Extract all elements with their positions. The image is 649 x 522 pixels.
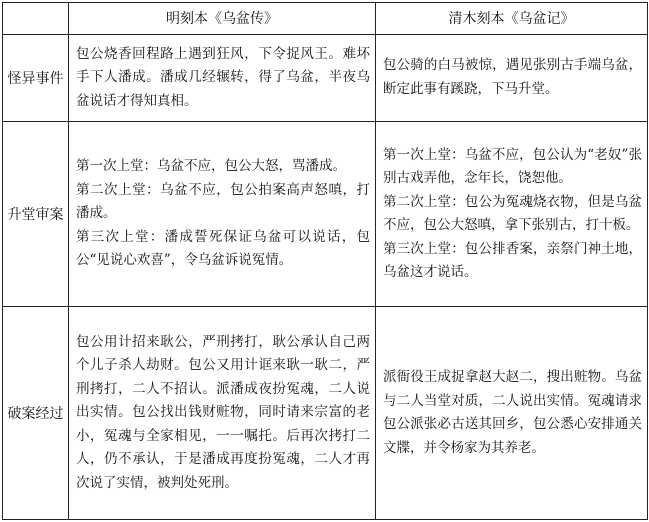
- cell-paragraph: 包公烧香回程路上遇到狂风，下令捉风王。难坏手下人潘成。潘成几经辗转，得了乌盆，半夜乌盆说话才得知真相。: [76, 45, 370, 109]
- row-label: 怪异事件: [3, 34, 69, 121]
- ming-cell: [69, 307, 376, 520]
- ming-cell: [69, 121, 376, 307]
- table-row-case-solving: [3, 307, 648, 520]
- cell-paragraph: 第二次上堂：乌盆不应，包公拍案高声怒嗔，打潘成。: [76, 181, 370, 222]
- cell-paragraph: 派衙役王成捉拿赵大赵二，搜出赃物。乌盆与二人当堂对质，二人说出实情。冤魂请求包公派张必古送其回乡，包公悉心安排通关文牒，并令杨家为其养老。: [383, 369, 642, 456]
- qing-cell: [376, 307, 648, 520]
- cell-paragraph: 第三次上堂：包公排香案，亲祭门神土地，乌盆这才说话。: [383, 240, 642, 281]
- ming-cell: [69, 34, 376, 121]
- cell-paragraph: 包公用计招来耿公，严刑拷打，耿公承认自己两个儿子杀人劫财。包公又用计诓来耿一耿二，严刑拷打，二人不招认。派潘成夜扮冤魂，二人说出实情。包公找出钱财赃物，同时请来宗富的老小，冤魂与全家相见，一一嘱托。后再次拷打二人，仍不承认，于是潘成再度扮冤魂，二人才再次说了实情，被判处死刑。: [76, 333, 370, 491]
- cell-paragraph: 第三次上堂：潘成誓死保证乌盆可以说话，包公“见说心欢喜”，令乌盆诉说冤情。: [76, 228, 370, 269]
- cell-paragraph: 第一次上堂：乌盆不应，包公大怒，骂潘成。: [76, 158, 346, 175]
- row-label: 升堂审案: [3, 121, 69, 307]
- header-ming-edition: 明刻本《乌盆传》: [69, 3, 376, 35]
- table-row-court-trial: [3, 121, 648, 307]
- row-label: 破案经过: [3, 307, 69, 520]
- cell-paragraph: 第一次上堂：乌盆不应，包公认为“老奴”张别古戏弄他，念年长，饶恕他。: [383, 146, 642, 187]
- qing-cell: [376, 121, 648, 307]
- qing-cell: [376, 34, 648, 121]
- header-qing-edition: 清木刻本《乌盆记》: [376, 3, 648, 35]
- header-row: [3, 3, 648, 35]
- comparison-table: [2, 2, 648, 520]
- header-corner: [3, 3, 69, 35]
- cell-paragraph: 第二次上堂：包公为冤魂烧衣物，但是乌盆不应，包公大怒嗔，拿下张别古，打十板。: [383, 193, 642, 234]
- table-row-strange-event: [3, 34, 648, 121]
- cell-paragraph: 包公骑的白马被惊，遇见张别古手端乌盆，断定此事有蹊跷，下马升堂。: [383, 57, 642, 97]
